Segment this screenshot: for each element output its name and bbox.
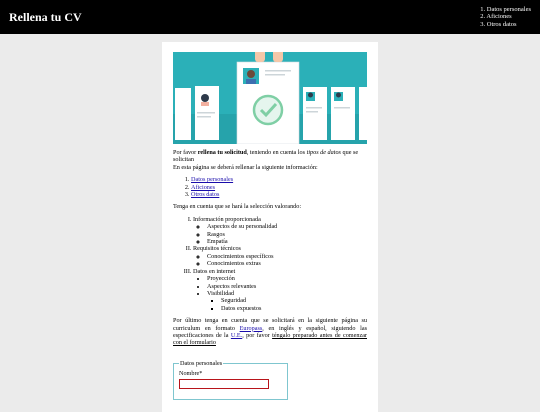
fieldset-legend: Datos personales — [180, 359, 223, 367]
hero-illustration — [173, 52, 367, 144]
header-steps — [480, 6, 531, 29]
criteria-item — [193, 268, 367, 312]
closing-part: Por último tenga en cuenta que se solicitará en la siguiente página su curriculum en formato — [173, 317, 367, 332]
step-item: 3. Otros datos — [480, 20, 517, 28]
criteria-subitem: ◦ Aspectos de su personalidad — [207, 223, 367, 230]
section-item — [191, 191, 367, 198]
step-item: 1. Datos personales — [480, 5, 531, 13]
criteria-subitem: • Proyección — [207, 275, 367, 282]
page-title: Rellena tu CV — [9, 9, 82, 24]
criteria-subitem: ◦ Conocimientos específicos — [207, 253, 367, 260]
name-input[interactable] — [179, 379, 269, 389]
criteria-subitem: ◦ Rasgos — [207, 231, 367, 238]
link-europass[interactable]: Europass — [239, 324, 263, 332]
intro-middle: , teniendo en cuenta los — [246, 149, 307, 156]
criteria-label: Información proporcionada — [193, 215, 261, 223]
criteria-label: Datos en internet — [193, 267, 236, 275]
personal-data-fieldset — [173, 360, 288, 400]
link-datos-personales[interactable]: Datos personales — [191, 176, 234, 184]
criteria-intro: Tenga en cuenta que se hará la selección valorando: — [173, 203, 302, 211]
intro-bold: rellena tu solicitud — [197, 149, 247, 156]
criteria-subitem: ◦ Conocimientos extras — [207, 260, 367, 267]
section-links — [173, 176, 367, 198]
content-card — [162, 42, 378, 412]
criteria-subsubitem: ▪ Seguridad — [221, 297, 367, 304]
step-item: 2. Aficiones — [480, 13, 512, 21]
intro-line2: En esta página se deberá rellenar la siguiente información: — [173, 163, 318, 171]
link-aficiones[interactable]: Aficiones — [191, 183, 216, 191]
criteria-subitem — [207, 290, 367, 312]
name-label: Nombre* — [179, 370, 203, 378]
section-item — [191, 176, 367, 183]
criteria-subitem: • Aspectos relevantes — [207, 283, 367, 290]
criteria-sublabel: Visibilidad — [207, 289, 235, 297]
closing-part: , por favor — [242, 331, 273, 339]
criteria-subsubitem: ▪ Datos expuestos — [221, 305, 367, 312]
section-item — [191, 184, 367, 191]
resume-illustration — [173, 52, 367, 144]
closing-part: , en inglés y español, siguiendo las especificaciones de la — [173, 324, 367, 339]
closing-underlined: téngalo preparado antes de comenzar con el formulario — [173, 331, 367, 347]
intro-suffix: que se solicitan — [173, 149, 359, 164]
criteria-item — [193, 216, 367, 246]
criteria-list — [173, 216, 367, 312]
criteria-label: Requisitos técnicos — [193, 245, 241, 253]
intro-prefix: Por favor — [173, 149, 198, 156]
top-bar — [0, 0, 540, 34]
criteria-item — [193, 245, 367, 267]
intro-italic: tipos de datos — [306, 149, 341, 156]
intro-text — [173, 149, 367, 164]
closing-text — [173, 317, 367, 347]
link-ue[interactable]: U.E. — [230, 331, 243, 339]
link-otros-datos[interactable]: Otros datos — [191, 191, 220, 199]
criteria-subitem: ◦ Empatía — [207, 238, 367, 245]
